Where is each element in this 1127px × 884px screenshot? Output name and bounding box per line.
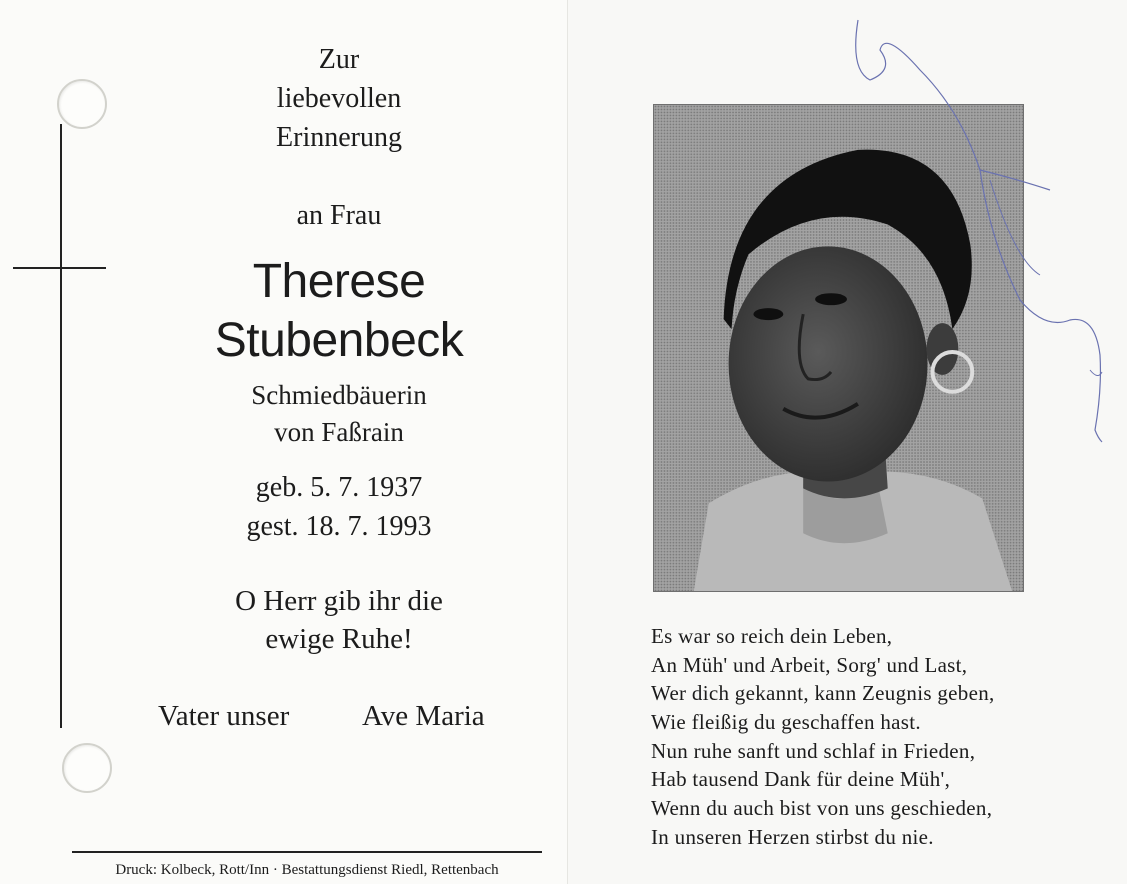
cross-horizontal-bar xyxy=(13,267,106,269)
poem-line: Wie fleißig du geschaffen hast. xyxy=(651,710,921,735)
poem-line: In unseren Herzen stirbst du nie. xyxy=(651,824,934,849)
header-line: liebevollen xyxy=(276,83,402,114)
printer-credit: Druck: Kolbeck, Rott/Inn · Bestattungsdienst Riedl, Rettenbach xyxy=(115,862,499,878)
last-name: Stubenbeck xyxy=(214,314,464,367)
salutation: an Frau xyxy=(296,200,382,231)
memorial-poem xyxy=(651,622,995,852)
prayer-vater-unser: Vater unser xyxy=(158,700,290,732)
death-date: gest. 18. 7. 1993 xyxy=(246,511,432,542)
poem-line: Wenn du auch bist von uns geschieden, xyxy=(651,796,993,821)
header-line: Zur xyxy=(318,44,360,75)
poem-line: Wer dich gekannt, kann Zeugnis geben, xyxy=(651,681,995,706)
prayer-line: O Herr gib ihr die xyxy=(235,585,443,617)
pen-scribble xyxy=(840,10,1120,450)
first-name: Therese xyxy=(252,255,426,308)
birth-date: geb. 5. 7. 1937 xyxy=(255,472,423,503)
poem-line: An Müh' und Arbeit, Sorg' und Last, xyxy=(651,652,968,677)
poem-line: Nun ruhe sanft und schlaf in Frieden, xyxy=(651,738,976,763)
prayer-ave-maria: Ave Maria xyxy=(362,700,485,732)
poem-line: Hab tausend Dank für deine Müh', xyxy=(651,767,951,792)
occupation: Schmiedbäuerin xyxy=(251,380,427,410)
footer-divider xyxy=(72,851,542,853)
prayer-line: ewige Ruhe! xyxy=(265,623,413,655)
punch-hole-icon xyxy=(62,743,112,793)
header-line: Erinnerung xyxy=(276,122,402,153)
place: von Faßrain xyxy=(274,417,404,447)
memorial-text-column xyxy=(120,0,558,884)
poem-line: Es war so reich dein Leben, xyxy=(651,624,893,648)
punch-hole-icon xyxy=(57,79,107,129)
cross-vertical-bar xyxy=(60,124,62,728)
